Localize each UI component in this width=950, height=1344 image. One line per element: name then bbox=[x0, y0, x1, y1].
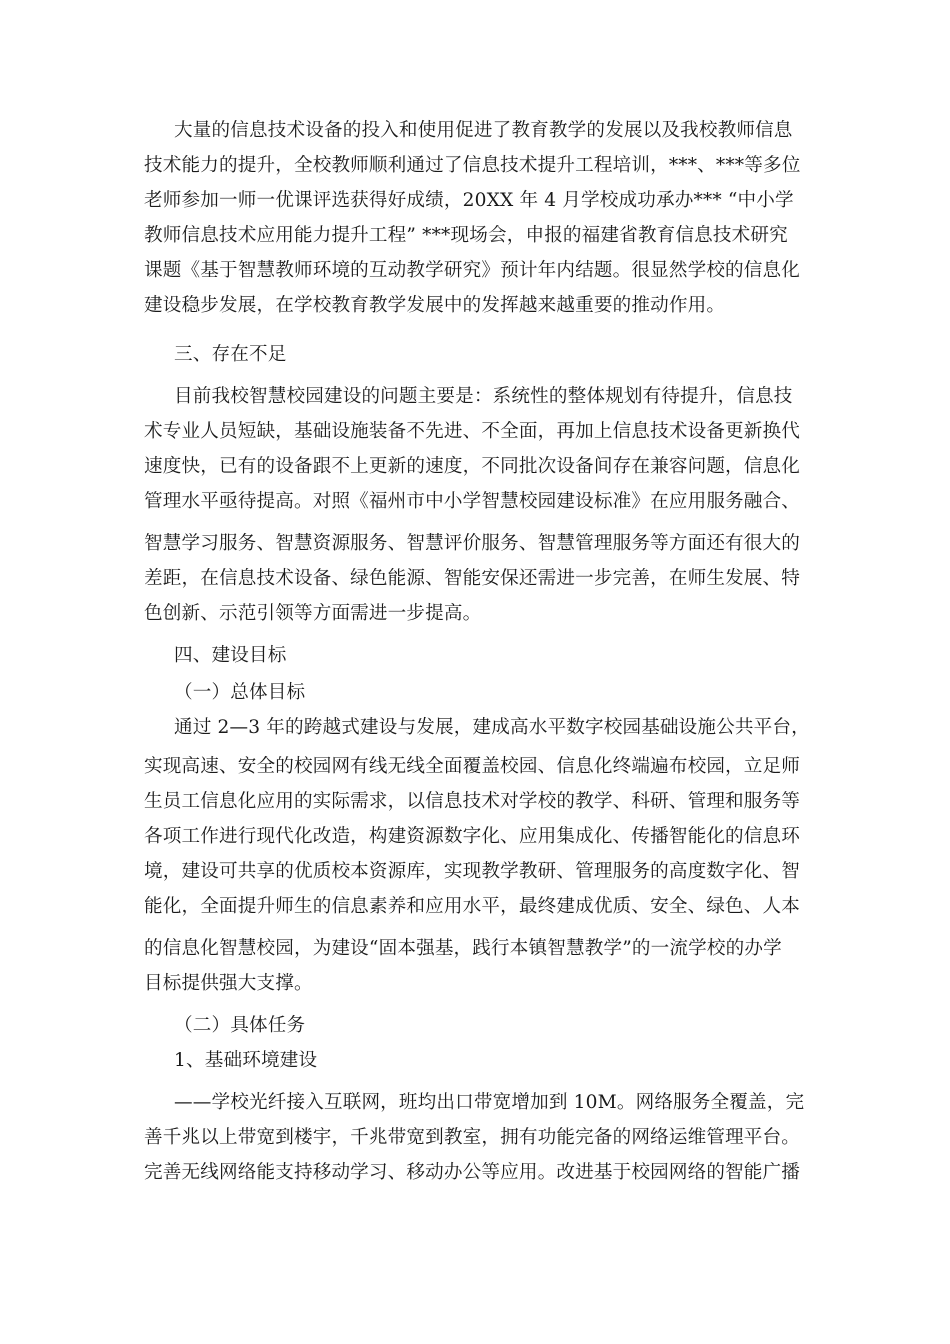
section-heading-shortcomings: 三、存在不足 bbox=[174, 344, 287, 365]
para1-line5: 课题《基于智慧教师环境的互动教学研究》预计年内结题。很显然学校的信息化 bbox=[144, 260, 801, 281]
para3-line2: 实现高速、安全的校园网有线无线全面覆盖校园、信息化终端遍布校园，立足师 bbox=[144, 756, 801, 777]
para2-line1: 目前我校智慧校园建设的问题主要是：系统性的整体规划有待提升，信息技 bbox=[174, 386, 793, 407]
para2-line2: 术专业人员短缺，基础设施装备不先进、不全面，再加上信息技术设备更新换代 bbox=[144, 421, 801, 442]
para1-line3: 老师参加一师一优课评选获得好成绩，20XX 年 4 月学校成功承办*** “中小学 bbox=[144, 190, 794, 211]
section-heading-goals: 四、建设目标 bbox=[174, 645, 287, 666]
para2-line6: 差距，在信息技术设备、绿色能源、智能安保还需进一步完善，在师生发展、特 bbox=[144, 568, 801, 589]
para1-line2: 技术能力的提升，全校教师顺利通过了信息技术提升工程培训，***、***等多位 bbox=[144, 155, 801, 176]
subheading-specific-tasks: （二）具体任务 bbox=[174, 1015, 306, 1036]
para2-line4: 管理水平亟待提高。对照《福州市中小学智慧校园建设标准》在应用服务融合、 bbox=[144, 491, 801, 512]
para3-line8: 目标提供强大支撑。 bbox=[144, 973, 313, 994]
para3-line1: 通过 2—3 年的跨越式建设与发展，建成高水平数字校园基础设施公共平台， bbox=[174, 717, 810, 738]
para1-line4: 教师信息技术应用能力提升工程” ***现场会，申报的福建省教育信息技术研究 bbox=[144, 225, 788, 246]
subheading-overall-goal: （一）总体目标 bbox=[174, 682, 306, 703]
para3-line7: 的信息化智慧校园，为建设“固本强基，践行本镇智慧教学”的一流学校的办学 bbox=[144, 938, 782, 959]
para3-line3: 生员工信息化应用的实际需求，以信息技术对学校的教学、科研、管理和服务等 bbox=[144, 791, 801, 812]
para4-line1: ——学校光纤接入互联网，班均出口带宽增加到 10M。网络服务全覆盖，完 bbox=[174, 1092, 805, 1113]
para2-line7: 色创新、示范引领等方面需进一步提高。 bbox=[144, 603, 482, 624]
para3-line5: 境，建设可共享的优质校本资源库，实现教学教研、管理服务的高度数字化、智 bbox=[144, 861, 801, 882]
para3-line6: 能化，全面提升师生的信息素养和应用水平，最终建成优质、安全、绿色、人本 bbox=[144, 896, 801, 917]
subheading-infrastructure: 1、基础环境建设 bbox=[174, 1050, 318, 1071]
para4-line2: 善千兆以上带宽到楼宇，千兆带宽到教室，拥有功能完备的网络运维管理平台。 bbox=[144, 1127, 801, 1148]
para4-line3: 完善无线网络能支持移动学习、移动办公等应用。改进基于校园网络的智能广播 bbox=[144, 1162, 801, 1183]
para2-line3: 速度快，已有的设备跟不上更新的速度，不同批次设备间存在兼容问题，信息化 bbox=[144, 456, 801, 477]
para1-line1: 大量的信息技术设备的投入和使用促进了教育教学的发展以及我校教师信息 bbox=[174, 120, 793, 141]
para3-line4: 各项工作进行现代化改造，构建资源数字化、应用集成化、传播智能化的信息环 bbox=[144, 826, 801, 847]
para1-line6: 建设稳步发展，在学校教育教学发展中的发挥越来越重要的推动作用。 bbox=[144, 295, 726, 316]
para2-line5: 智慧学习服务、智慧资源服务、智慧评价服务、智慧管理服务等方面还有很大的 bbox=[144, 533, 801, 554]
